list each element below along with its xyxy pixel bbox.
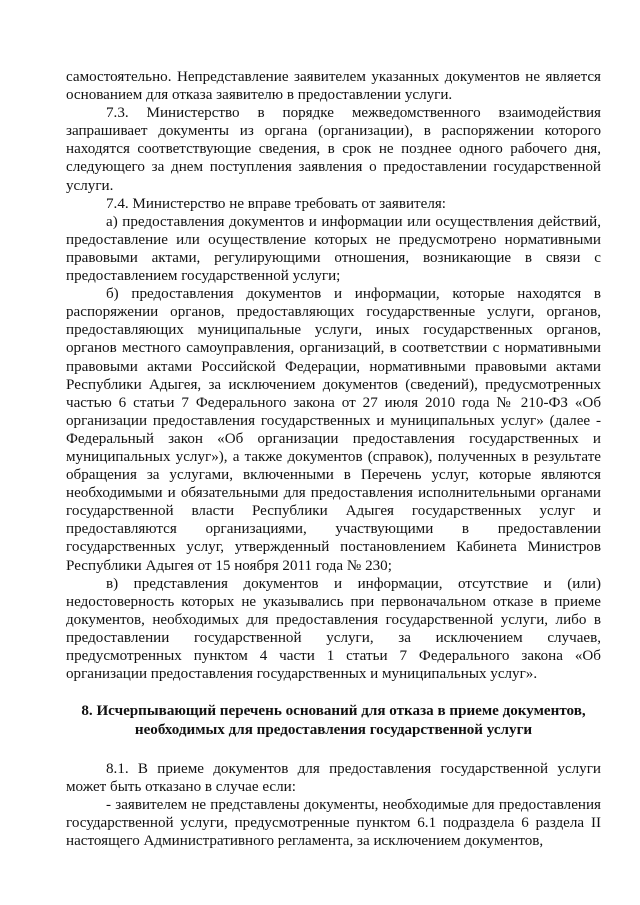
section-heading-8 — [66, 702, 601, 739]
document-page — [66, 68, 601, 850]
paragraph-7-3: 7.3. Министерство в порядке межведомственного взаимодействия запрашивает документы из органа (организации), в распоряжении которого находятся соответствующие сведения, в срок не позднее одного рабочего дня, следующего за днем поступления заявления о предоставлении государственной услуги. — [66, 105, 601, 194]
section-heading-line-2: необходимых для предоставления государственной услуги — [134, 721, 533, 738]
paragraph-7-4: 7.4. Министерство не вправе требовать от заявителя: — [106, 195, 446, 212]
paragraph-8-1: 8.1. В приеме документов для предоставления государственной услуги может быть отказано в случае если: — [66, 761, 601, 796]
paragraph-continuation: самостоятельно. Непредставление заявителем указанных документов не является основанием для отказа заявителю в предоставлении услуги. — [66, 69, 601, 104]
paragraph-7-4-v: в) представления документов и информации, отсутствие и (или) недостоверность которых не указывались при первоначальном отказе в приеме документов, необходимых для предоставления государственной услуги, либо в предоставлении государственной услуги, за исключением случаев, предусмотренных пунктом 4 части 1 статьи 7 Федерального закона «Об организации предоставления государственных и муниципальных услуг». — [66, 575, 601, 683]
paragraph-7-4-a: а) предоставления документов и информации или осуществления действий, предоставление или осуществление которых не предусмотрено нормативными правовыми актами, регулирующими отношения, возникающие в связи с предоставлением государственной услуги; — [66, 213, 601, 285]
section-heading-line-1: 8. Исчерпывающий перечень оснований для отказа в приеме документов, — [81, 703, 586, 720]
paragraph-7-4-b: б) предоставления документов и информации, которые находятся в распоряжении органов, предоставляющих государственные услуги, органов, предоставляющих муниципальные услуги, иных государственных органов, органов местного самоуправления, организаций, в соответствии с нормативными правовыми актами Российской Федерации, нормативными правовыми актами Республики Адыгея, за исключением документов (сведений), предусмотренных частью 6 статьи 7 Федерального закона от 27 июля 2010 года № 210-ФЗ «Об организации предоставления государственных и муниципальных услуг» (далее - Федеральный закон «Об организации предоставления государственных и муниципальных услуг»), а также документов (справок), полученных в результате обращения за услугами, включенными в Перечень услуг, которые являются необходимыми и обязательными для предоставления исполнительными органами государственной власти Республики Адыгея государственных услуг и предоставляются организациями, участвующими в предоставлении государственных услуг, утвержденный постановлением Кабинета Министров Республики Адыгея от 15 ноября 2011 года № 230; — [66, 286, 601, 574]
paragraph-8-1-item: - заявителем не представлены документы, необходимые для предоставления государственной услуги, предусмотренные пунктом 6.1 подраздела 6 раздела II настоящего Административного регламента, за исключением документов, — [66, 797, 601, 850]
